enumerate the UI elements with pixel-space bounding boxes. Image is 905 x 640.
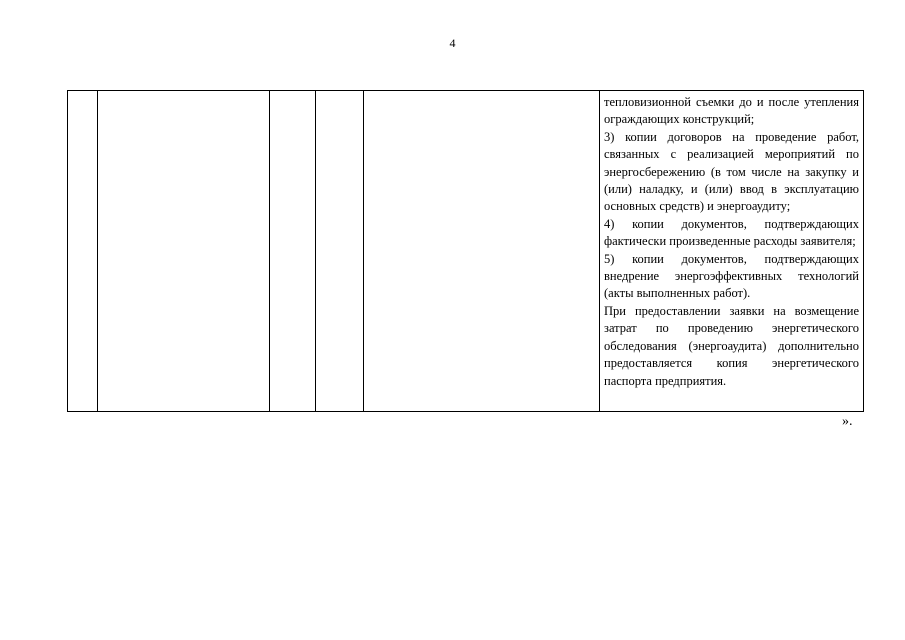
page-number: 4	[449, 36, 456, 50]
requirements-table	[67, 90, 864, 412]
documents-paragraph-5: При предоставлении заявки на возмещение затрат по проведению энергетического обследования (энергоаудита) дополнительно предоставляется копия энергетического паспорта предприятия.	[604, 303, 859, 388]
table-cell-number	[68, 91, 98, 412]
documents-paragraph-4: 5) копии документов, подтверждающих внедрение энергоэффективных технологий (акты выполненных работ).	[604, 251, 859, 301]
closing-quote-mark: ».	[842, 414, 853, 429]
table-cell-column-5	[364, 91, 600, 412]
table-cell-column-3	[270, 91, 316, 412]
documents-paragraph-2: 3) копии договоров на проведение работ, связанных с реализацией мероприятий по энергосбережению (в том числе на закупку и (или) наладку, и (или) ввод в эксплуатацию основных средств) и энергоаудиту;	[604, 129, 859, 214]
table-cell-documents	[600, 91, 864, 412]
table-row	[68, 91, 864, 412]
documents-paragraph-3: 4) копии документов, подтверждающих фактически произведенные расходы заявителя;	[604, 216, 859, 249]
table-cell-name	[98, 91, 270, 412]
documents-paragraph-1: тепловизионной съемки до и после утепления ограждающих конструкций;	[604, 95, 859, 127]
table-cell-column-4	[316, 91, 364, 412]
